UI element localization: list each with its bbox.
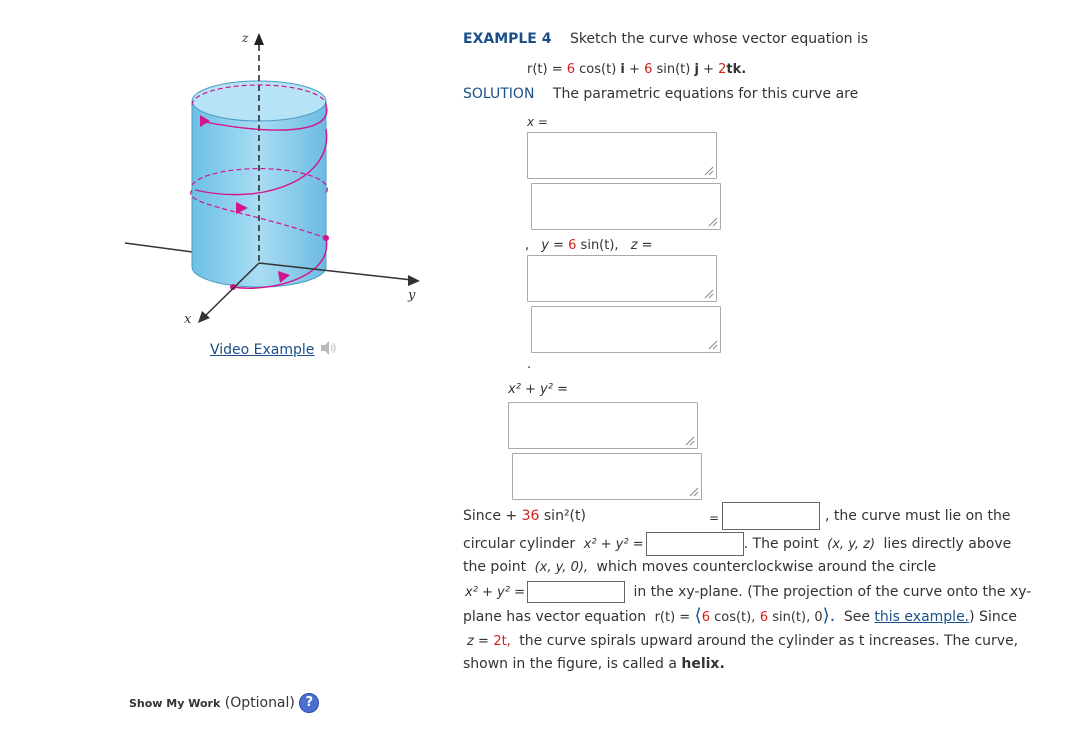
x-answer-textarea-2[interactable] bbox=[531, 183, 721, 230]
y-sin: sin(t), bbox=[576, 238, 619, 253]
x-answer-textarea-1[interactable] bbox=[527, 132, 717, 179]
eq-j: j bbox=[694, 62, 699, 77]
z-axis-label: z bbox=[242, 31, 249, 45]
resize-grip-icon[interactable] bbox=[689, 487, 699, 497]
eq-r: r(t) = bbox=[527, 62, 567, 77]
eq-i: i bbox=[620, 62, 625, 77]
since-line-6 bbox=[467, 629, 1018, 654]
proj-open: ⟨ bbox=[694, 605, 702, 626]
speaker-icon[interactable] bbox=[319, 340, 339, 360]
eq-6b: 6 bbox=[644, 62, 653, 77]
solution-text: The parametric equations for this curve are bbox=[552, 86, 859, 102]
moves-text: which moves counterclockwise around the circle bbox=[596, 559, 937, 575]
y-z-equation-line bbox=[525, 238, 653, 253]
eq-plus2: + bbox=[698, 62, 719, 77]
lies-above: lies directly above bbox=[883, 536, 1012, 552]
show-my-work[interactable] bbox=[129, 693, 319, 713]
solution-line bbox=[463, 86, 858, 102]
since-after-text: , the curve must lie on the bbox=[825, 508, 1011, 524]
y-axis-label: y bbox=[408, 288, 416, 303]
z-answer-textarea-2[interactable] bbox=[531, 306, 721, 353]
proj-sin: sin(t), 0 bbox=[768, 610, 823, 625]
rt: r(t) = bbox=[654, 610, 691, 625]
eq-sin: sin(t) bbox=[652, 62, 695, 77]
y-axis-arrow bbox=[408, 275, 420, 286]
helix-cylinder-graphic bbox=[120, 25, 430, 335]
y-6: 6 bbox=[568, 238, 577, 253]
eq-cos: cos(t) bbox=[575, 62, 621, 77]
resize-grip-icon[interactable] bbox=[685, 436, 695, 446]
resize-grip-icon[interactable] bbox=[704, 166, 714, 176]
spirals-text: the curve spirals upward around the cylinder as t increases. The curve, bbox=[519, 633, 1019, 649]
z-answer-textarea-1[interactable] bbox=[527, 255, 717, 302]
proj-6a: 6 bbox=[701, 610, 710, 625]
proj-cos: cos(t), bbox=[709, 610, 756, 625]
xyz: (x, y, z) bbox=[827, 537, 876, 552]
video-example[interactable] bbox=[210, 340, 339, 360]
since-word: Since bbox=[463, 508, 501, 524]
the-point: the point bbox=[463, 559, 527, 575]
solution-label: SOLUTION bbox=[463, 86, 535, 102]
resize-grip-icon[interactable] bbox=[704, 289, 714, 299]
x-equals-label: x = bbox=[527, 115, 548, 129]
example-prompt: Sketch the curve whose vector equation is bbox=[569, 31, 869, 47]
period: . bbox=[527, 357, 532, 372]
x2y2-answer-textarea-2[interactable] bbox=[512, 453, 702, 500]
since-36: 36 bbox=[521, 508, 540, 524]
helix-point-1 bbox=[323, 235, 329, 241]
shown-text: shown in the figure, is called a bbox=[463, 656, 677, 672]
help-icon[interactable]: ? bbox=[299, 693, 319, 713]
cyl-x2y2: x² + y² = bbox=[583, 537, 644, 552]
resize-grip-icon[interactable] bbox=[708, 340, 718, 350]
equals-sign: = bbox=[709, 511, 720, 525]
circle-x2y2: x² + y² = bbox=[465, 585, 525, 600]
comma: , bbox=[525, 238, 530, 253]
z-axis-arrow bbox=[254, 33, 264, 45]
since-answer-input[interactable] bbox=[722, 502, 820, 530]
example-heading: EXAMPLE 4 bbox=[463, 31, 552, 47]
since-line-4 bbox=[465, 580, 1031, 605]
proj-6b: 6 bbox=[759, 610, 769, 625]
example-heading-line bbox=[463, 31, 868, 47]
since-line-5 bbox=[463, 604, 1017, 630]
since-line-1 bbox=[463, 504, 1023, 528]
circular-cylinder: circular cylinder bbox=[463, 536, 576, 552]
sin2t: sin²(t) bbox=[539, 508, 586, 524]
show-my-work-label[interactable]: Show My Work bbox=[129, 697, 221, 710]
cylinder-answer-input[interactable] bbox=[646, 532, 744, 556]
z-eq: z = bbox=[467, 634, 489, 649]
eq-6a: 6 bbox=[566, 62, 576, 77]
eq-plus1: + bbox=[624, 62, 645, 77]
since-line-2 bbox=[463, 532, 1011, 557]
in-plane-text: in the xy-plane. (The projection of the curve onto the xy- bbox=[633, 584, 1032, 600]
since2: ) Since bbox=[969, 609, 1018, 625]
x-axis-label: x bbox=[184, 312, 192, 327]
this-example-link[interactable]: this example. bbox=[874, 609, 970, 625]
see-word: See bbox=[843, 609, 870, 625]
resize-grip-icon[interactable] bbox=[708, 217, 718, 227]
point-text: . The point bbox=[743, 536, 819, 552]
y-eq: y = bbox=[541, 238, 569, 253]
plane-has: plane has vector equation bbox=[463, 609, 647, 625]
circle-answer-input[interactable] bbox=[527, 581, 625, 603]
z-2t: 2t, bbox=[493, 634, 511, 649]
video-example-link[interactable]: Video Example bbox=[210, 342, 315, 358]
x2y2-label: x² + y² = bbox=[508, 382, 568, 397]
eq-2: 2 bbox=[718, 62, 727, 77]
since-line-3 bbox=[463, 555, 936, 580]
plus: + bbox=[500, 508, 522, 524]
proj-close: ⟩. bbox=[822, 605, 836, 626]
xy0: (x, y, 0), bbox=[534, 560, 589, 575]
z-equals-label: z = bbox=[630, 238, 653, 253]
vector-equation bbox=[527, 62, 746, 77]
helix-figure bbox=[120, 25, 430, 335]
show-my-work-optional: (Optional) bbox=[224, 695, 295, 711]
eq-tk: tk. bbox=[726, 62, 747, 77]
x2y2-answer-textarea-1[interactable] bbox=[508, 402, 698, 449]
since-line-7 bbox=[463, 652, 725, 676]
helix-word: helix. bbox=[681, 656, 725, 672]
